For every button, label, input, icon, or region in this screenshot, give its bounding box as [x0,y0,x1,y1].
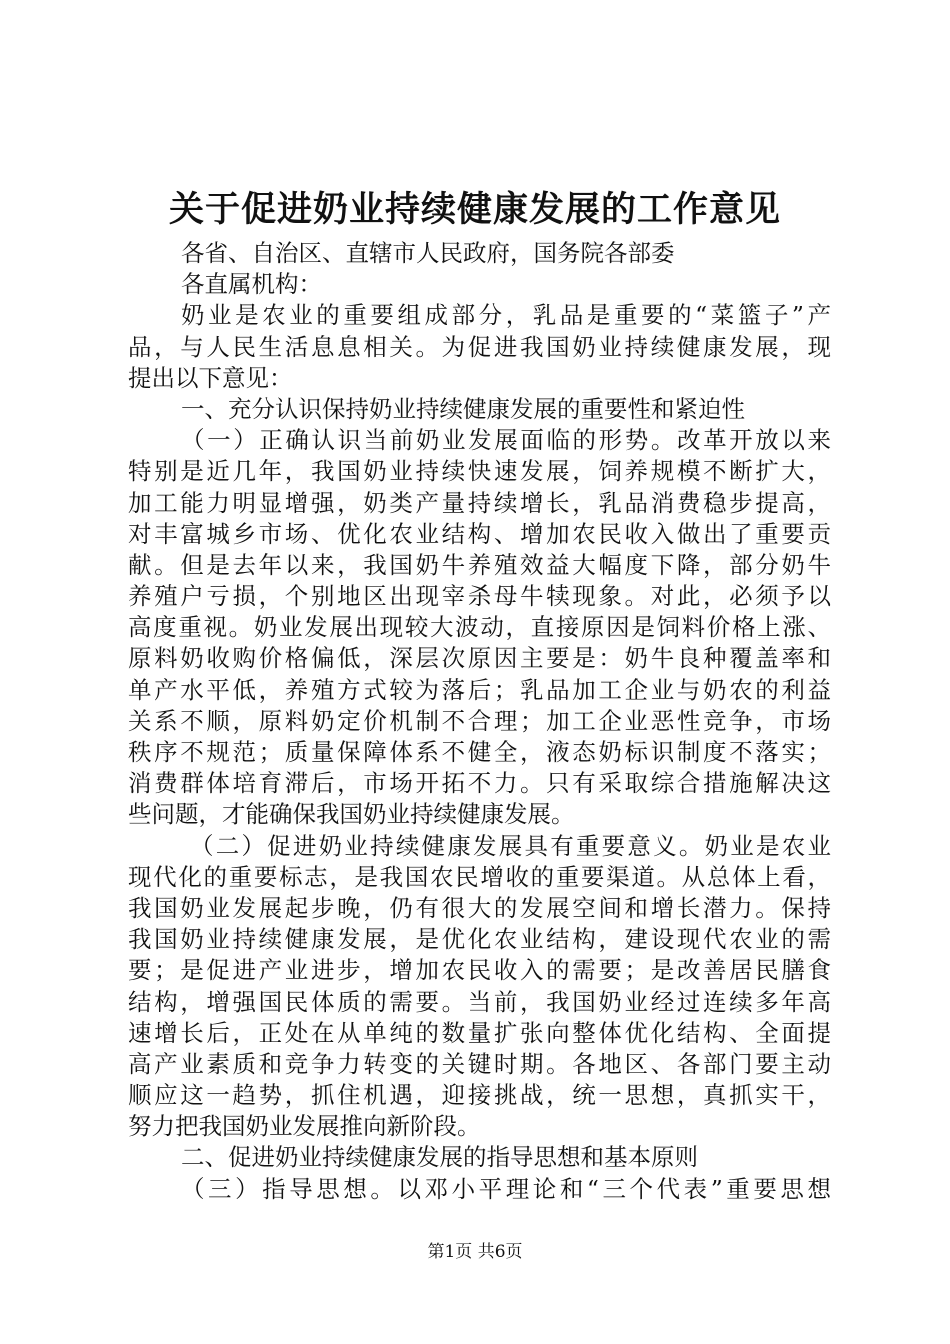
body-line: 加工能力明显增强，奶类产量持续增长，乳品消费稳步提高， [128,488,831,517]
body-line: 献。但是去年以来，我国奶牛养殖效益大幅度下降，部分奶牛 [128,550,831,579]
body-line: 品，与人民生活息息相关。为促进我国奶业持续健康发展，现 [128,332,831,361]
body-line: （二）促进奶业持续健康发展具有重要意义。奶业是农业 [190,831,831,860]
section-heading: 一、充分认识保持奶业持续健康发展的重要性和紧迫性 [181,394,745,423]
section-heading: 二、促进奶业持续健康发展的指导思想和基本原则 [181,1143,698,1172]
body-line: 奶业是农业的重要组成部分，乳品是重要的“菜篮子”产 [181,301,831,330]
page-number: 第1页 共6页 [427,1242,523,1262]
body-line: （一）正确认识当前奶业发展面临的形势。改革开放以来 [181,426,831,455]
body-line: 高度重视。奶业发展出现较大波动，直接原因是饲料价格上涨、 [128,613,831,642]
body-line: 顺应这一趋势，抓住机遇，迎接挑战，统一思想，真抓实干， [128,1081,831,1110]
body-line: 提出以下意见： [128,363,293,392]
body-line: 速增长后，正处在从单纯的数量扩张向整体优化结构、全面提 [128,1018,831,1047]
body-line: 结构，增强国民体质的需要。当前，我国奶业经过连续多年高 [128,987,831,1016]
body-line: 原料奶收购价格偏低，深层次原因主要是：奶牛良种覆盖率和 [128,644,831,673]
body-line: 特别是近几年，我国奶业持续快速发展，饲养规模不断扩大， [128,457,831,486]
body-line: （三）指导思想。以邓小平理论和“三个代表”重要思想 [181,1174,831,1203]
body-line: 各直属机构： [181,270,322,299]
body-line: 努力把我国奶业发展推向新阶段。 [128,1112,481,1141]
body-line: 我国奶业发展起步晚，仍有很大的发展空间和增长潜力。保持 [128,893,831,922]
body-line: 些问题，才能确保我国奶业持续健康发展。 [128,800,575,829]
body-line: 要；是促进产业进步，增加农民收入的需要；是改善居民膳食 [128,956,831,985]
body-line: 各省、自治区、直辖市人民政府，国务院各部委 [181,239,675,267]
body-line: 单产水平低，养殖方式较为落后；乳品加工企业与奶农的利益 [128,675,831,704]
body-line: 对丰富城乡市场、优化农业结构、增加农民收入做出了重要贡 [128,519,831,548]
body-line: 高产业素质和竞争力转变的关键时期。各地区、各部门要主动 [128,1049,831,1078]
body-line: 消费群体培育滞后，市场开拓不力。只有采取综合措施解决这 [128,769,831,798]
body-line: 养殖户亏损，个别地区出现宰杀母牛犊现象。对此，必须予以 [128,582,831,611]
document-body [128,238,831,1205]
body-line: 现代化的重要标志，是我国农民增收的重要渠道。从总体上看， [128,862,831,891]
body-line: 我国奶业持续健康发展，是优化农业结构，建设现代农业的需 [128,925,831,954]
body-line: 关系不顺，原料奶定价机制不合理；加工企业恶性竞争，市场 [128,706,831,735]
document-title: 关于促进奶业持续健康发展的工作意见 [168,189,781,230]
body-line: 秩序不规范；质量保障体系不健全，液态奶标识制度不落实； [128,738,831,766]
